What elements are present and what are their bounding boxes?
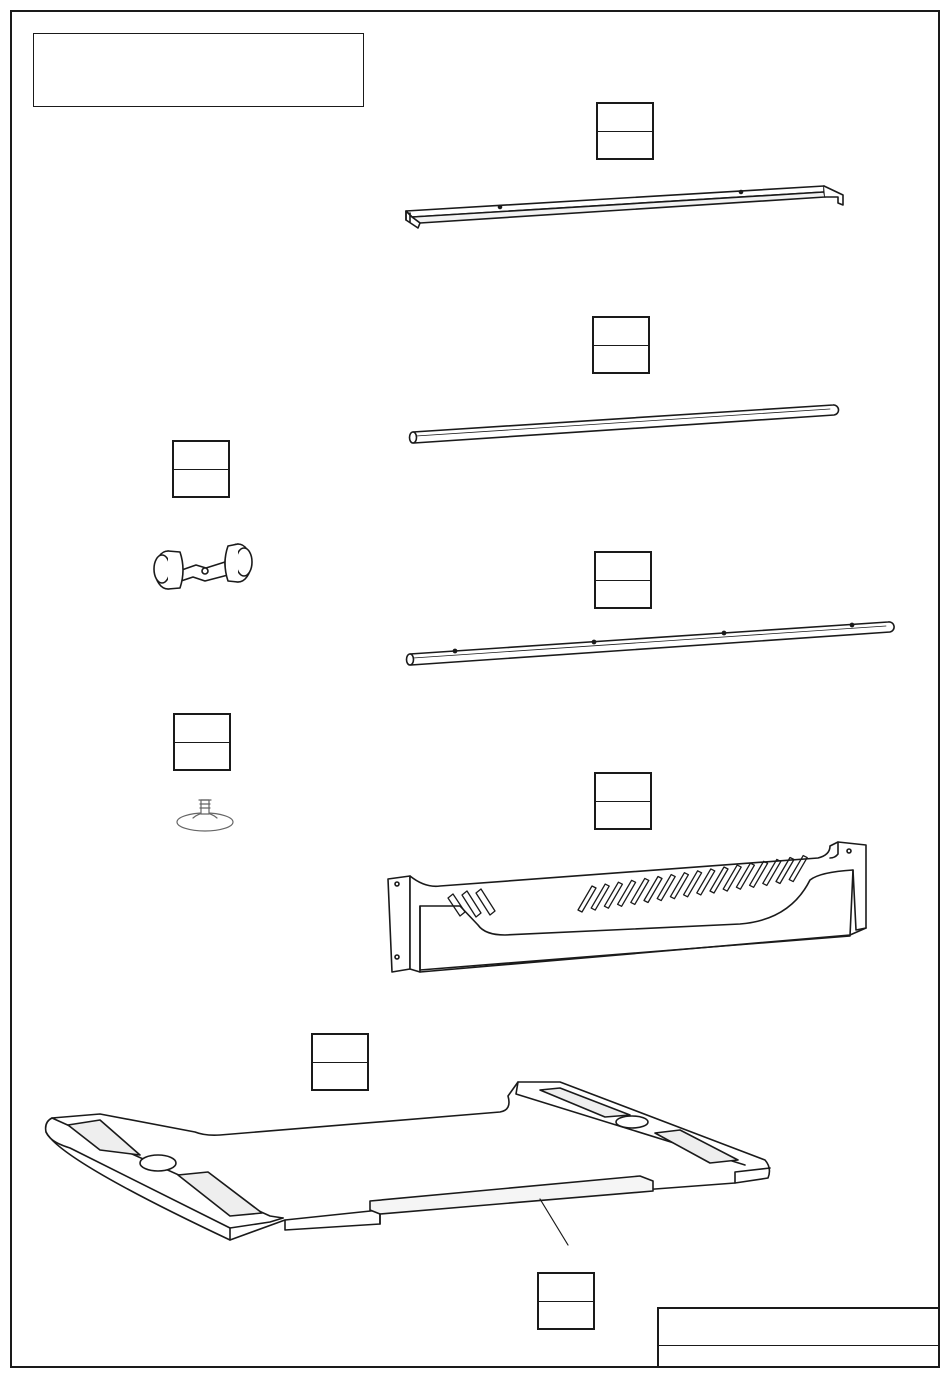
vented-back-panel-drawing: [388, 842, 866, 972]
round-tube-drilled-drawing: [407, 622, 895, 665]
round-tube-plain-drawing: [410, 405, 839, 443]
leveling-foot-drawing: [177, 800, 233, 831]
desk-top-panel-drawing: [46, 1082, 770, 1245]
caster-wheel-drawing: [154, 544, 252, 589]
top-rail-bracket-drawing: [406, 186, 843, 228]
